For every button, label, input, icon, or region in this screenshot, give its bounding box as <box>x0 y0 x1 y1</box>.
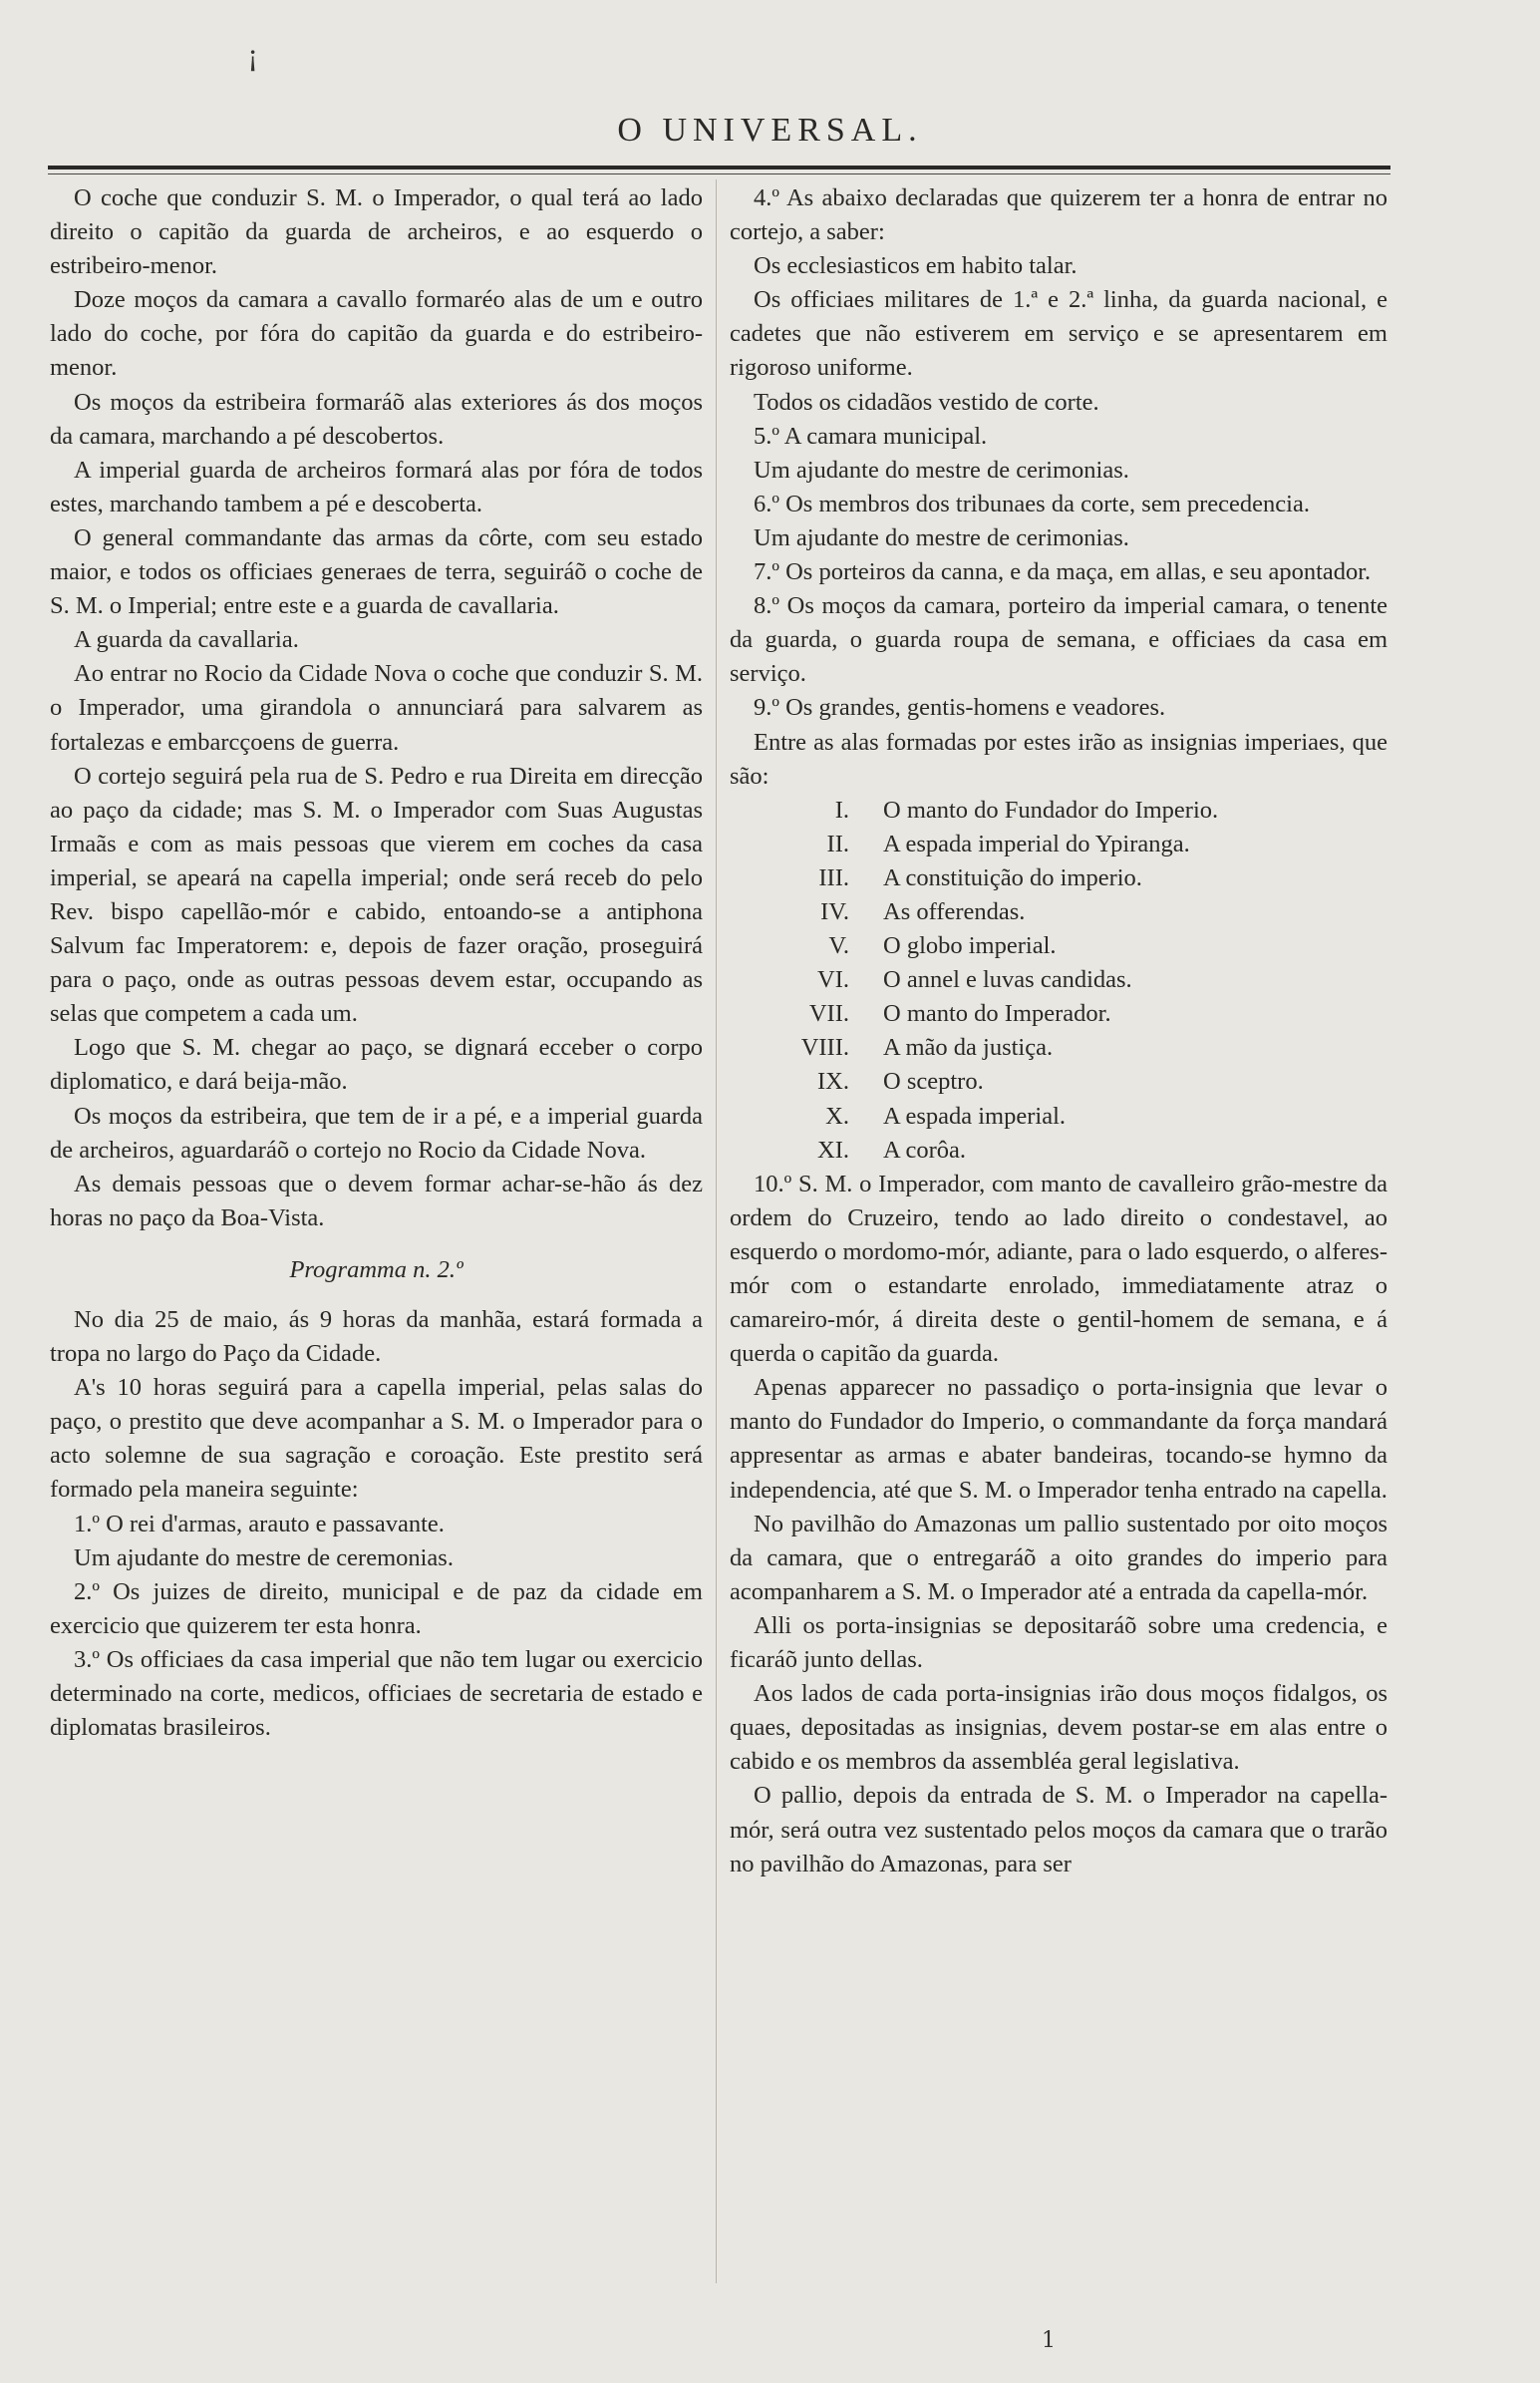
insignia-text: O globo imperial. <box>883 932 1057 960</box>
insignia-number: V. <box>828 932 849 960</box>
paragraph: A guarda da cavallaria. <box>74 626 299 654</box>
paragraph: Os moços da estribeira, que tem de ir a pé, e a imperial guarda de archeiros, aguardaráõ o cortejo no Rocio da Cidade Nova. <box>50 1102 703 1164</box>
masthead-rule <box>48 166 1390 170</box>
insignia-text: A espada imperial. <box>883 1102 1067 1130</box>
paragraph: No dia 25 de maio, ás 9 horas da manhãa, estará formada a tropa no largo do Paço da Cidade. <box>50 1306 703 1368</box>
list-item <box>730 895 1387 929</box>
paragraph: 9.º Os grandes, gentis-homens e veadores. <box>754 694 1166 722</box>
paragraph: O pallio, depois da entrada de S. M. o Imperador na capella-mór, será outra vez sustentado pelos moços da camara que o trarão no pavilhão do Amazonas, para ser <box>730 1782 1387 1877</box>
paragraph: Aos lados de cada porta-insignias irão dous moços fidalgos, os quaes, depositadas as insignias, devem postar-se em alas entre o cabido e os membros da assembléa geral legislativa. <box>730 1680 1387 1776</box>
paragraph: A's 10 horas seguirá para a capella imperial, pelas salas do paço, o prestito que deve acompanhar a S. M. o Imperador para o acto solemne de sua sagração e coroação. Este prestito será formado pela maneira seguinte: <box>50 1374 703 1504</box>
paragraph: 7.º Os porteiros da canna, e da maça, em allas, e seu apontador. <box>754 558 1372 586</box>
insignia-text: O sceptro. <box>883 1068 984 1096</box>
insignia-text: O annel e luvas candidas. <box>883 966 1132 994</box>
list-item <box>730 861 1387 895</box>
list-item <box>730 1100 1387 1134</box>
insignia-text: A mão da justiça. <box>883 1034 1054 1062</box>
insignia-number: VI. <box>817 966 849 994</box>
paragraph: Logo que S. M. chegar ao paço, se dignará ecceber o corpo diplomatico, e dará beija-mão. <box>50 1034 703 1096</box>
paragraph: Todos os cidadãos vestido de corte. <box>754 388 1099 416</box>
paragraph: 10.º S. M. o Imperador, com manto de cavalleiro grão-mestre da ordem do Cruzeiro, tendo ao lado direito o condestavel, ao esquerdo o mordomo-mór, adiante, para o lado esquerdo, o alferes-mór com o estandarte enrolado, immediatamente atraz o camareiro-mór, á direita deste o gentil-homem de semana, e á querda o capitão da guarda. <box>730 1170 1387 1368</box>
paragraph: Os ecclesiasticos em habito talar. <box>754 252 1078 280</box>
paragraph: Um ajudante do mestre de cerimonias. <box>754 456 1129 484</box>
insignia-number: VII. <box>808 1000 849 1028</box>
list-item <box>730 794 1387 828</box>
paragraph: O general commandante das armas da côrte, com seu estado maior, e todos os officiaes generaes de terra, seguiráõ o coche de S. M. o Imperial; entre este e a guarda de cavallaria. <box>50 523 703 620</box>
paragraph: A imperial guarda de archeiros formará alas por fóra de todos estes, marchando tambem a pé e descoberta. <box>50 456 703 517</box>
column-divider <box>716 179 717 2283</box>
paragraph: 3.º Os officiaes da casa imperial que não tem lugar ou exercicio determinado na corte, medicos, officiaes de secretaria de estado e diplomatas brasileiros. <box>50 1645 703 1742</box>
paragraph: Alli os porta-insignias se depositaráõ sobre uma credencia, e ficaráõ junto dellas. <box>730 1611 1387 1674</box>
list-item <box>730 963 1387 997</box>
insignia-number: IV. <box>820 897 849 925</box>
insignia-list <box>730 794 1387 1168</box>
list-item <box>730 997 1387 1031</box>
insignia-text: A corôa. <box>883 1136 966 1164</box>
paragraph: As demais pessoas que o devem formar achar-se-hão ás dez horas no paço da Boa-Vista. <box>50 1170 703 1231</box>
insignia-text: A constituição do imperio. <box>883 863 1142 891</box>
masthead-title: O UNIVERSAL. <box>617 112 923 149</box>
paragraph: 1.º O rei d'armas, arauto e passavante. <box>74 1510 445 1537</box>
list-item <box>730 828 1387 861</box>
insignia-text: A espada imperial do Ypiranga. <box>883 830 1190 857</box>
paragraph: 8.º Os moços da camara, porteiro da imperial camara, o tenente da guarda, o guarda roupa de semana, e officiaes da casa em serviço. <box>730 592 1387 688</box>
insignia-number: XI. <box>817 1136 849 1164</box>
masthead-rule-thin <box>48 173 1390 174</box>
paragraph: Um ajudante do mestre de ceremonias. <box>74 1543 454 1571</box>
paragraph: Um ajudante do mestre de cerimonias. <box>754 523 1129 551</box>
paragraph: 2.º Os juizes de direito, municipal e de paz da cidade em exercicio que quizerem ter esta honra. <box>50 1577 703 1639</box>
insignia-number: I. <box>834 796 849 824</box>
list-item <box>730 1134 1387 1168</box>
insignia-number: II. <box>826 830 849 857</box>
paragraph: Os moços da estribeira formaráõ alas exteriores ás dos moços da camara, marchando a pé descobertos. <box>50 388 703 450</box>
paragraph: O cortejo seguirá pela rua de S. Pedro e rua Direita em direcção ao paço da cidade; mas S. M. o Imperador com Suas Augustas Irmaãs e com as mais pessoas que vierem em coches da casa imperial, se apeará na capella imperial; onde será receb do pelo Rev. bispo capellão-mór e cabido, entoando-se a antiphona Salvum fac Imperatorem: e, depois de fazer oração, proseguirá para o paço, onde as outras pessoas devem estar, occupando as selas que competem a cada um. <box>50 762 703 1028</box>
page-footer-mark: 1 <box>1042 2328 1056 2353</box>
paragraph: 5.º A camara municipal. <box>754 422 988 450</box>
programme-heading: Programma n. 2.º <box>289 1255 463 1283</box>
right-column <box>730 181 1387 1881</box>
paragraph: Doze moços da camara a cavallo formaréo alas de um e outro lado do coche, por fóra do capitão da guarda e do estribeiro-menor. <box>50 286 703 382</box>
list-item <box>730 1031 1387 1065</box>
list-item <box>730 929 1387 963</box>
paragraph: 6.º Os membros dos tribunaes da corte, sem precedencia. <box>754 490 1310 517</box>
insignia-number: III. <box>818 863 849 891</box>
insignia-number: X. <box>825 1102 849 1130</box>
list-item <box>730 1065 1387 1099</box>
left-column <box>50 181 703 1745</box>
paragraph: Os officiaes militares de 1.ª e 2.ª linha, da guarda nacional, e cadetes que não estiverem em serviço e se apresentarem em rigoroso uniforme. <box>730 286 1387 382</box>
insignia-text: O manto do Fundador do Imperio. <box>883 796 1219 824</box>
paragraph: Apenas apparecer no passadiço o porta-insignia que levar o manto do Fundador do Imperio, o commandante da força mandará appresentar as armas e abater bandeiras, tocando-se hymno da independencia, até que S. M. o Imperador tenha entrado na capella. <box>730 1374 1387 1504</box>
paragraph: No pavilhão do Amazonas um pallio sustentado por oito moços da camara, que o entregaráõ a oito grandes do imperio para acompanharem a S. M. o Imperador até a entrada da capella-mór. <box>730 1510 1387 1605</box>
paragraph: Entre as alas formadas por estes irão as insignias imperiaes, que são: <box>730 728 1387 790</box>
insignia-number: VIII. <box>800 1034 849 1062</box>
corner-mark: ¡ <box>247 40 259 73</box>
paragraph: 4.º As abaixo declaradas que quizerem ter a honra de entrar no cortejo, a saber: <box>730 184 1387 246</box>
paragraph: Ao entrar no Rocio da Cidade Nova o coche que conduzir S. M. o Imperador, uma girandola o annunciará para salvarem as fortalezas e embarcçoens de guerra. <box>50 660 703 756</box>
paragraph: O coche que conduzir S. M. o Imperador, o qual terá ao lado direito o capitão da guarda de archeiros, e ao esquerdo o estribeiro-menor. <box>50 184 703 280</box>
insignia-text: O manto do Imperador. <box>883 1000 1111 1028</box>
insignia-number: IX. <box>817 1068 849 1096</box>
insignia-text: As offerendas. <box>883 897 1026 925</box>
